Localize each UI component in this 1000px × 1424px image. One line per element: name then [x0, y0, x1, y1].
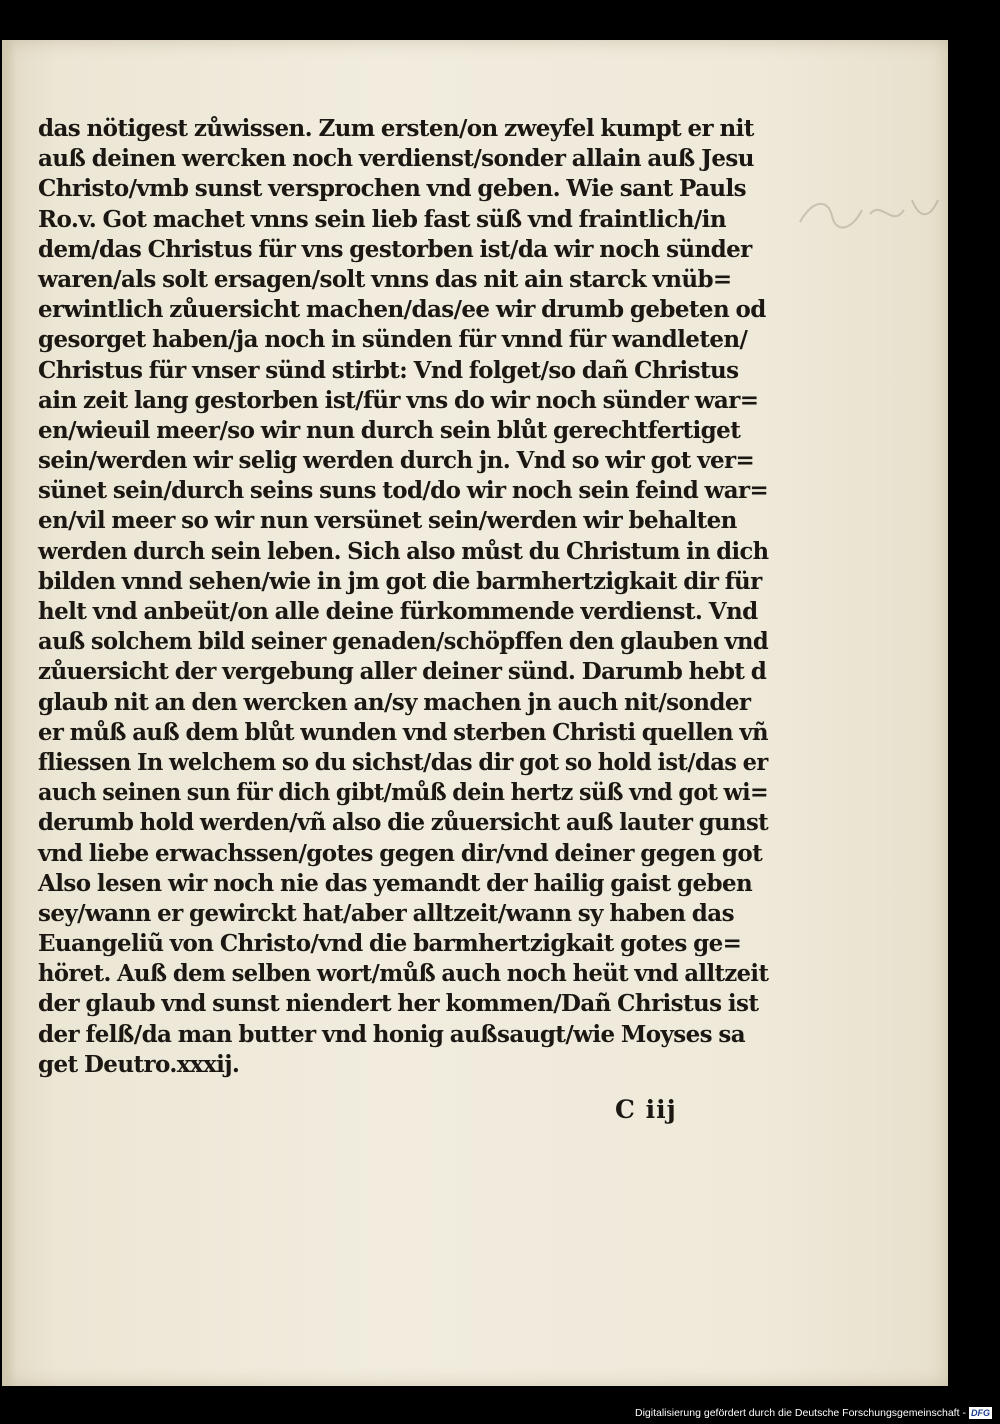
text-line: höret. Auß dem selben wort/můß auch noch heüt vnd alltzeit — [38, 960, 769, 988]
text-line: gesorget haben/ja noch in sünden für vnnd für wandleten/ — [38, 326, 748, 354]
text-line: fliessen In welchem so du sichst/das dir got so hold ist/das er — [38, 748, 768, 776]
text-line: auß deinen wercken noch verdienst/sonder allain auß Jesu — [38, 145, 754, 173]
text-block — [38, 114, 768, 1080]
text-line: Also lesen wir noch nie das yemandt der hailig gaist geben — [38, 869, 753, 897]
text-line: vnd liebe erwachssen/gotes gegen dir/vnd deiner gegen got — [38, 839, 763, 867]
signature-mark: C iij — [615, 1095, 677, 1124]
text-line: Christus für vnser sünd stirbt: Vnd folget/so dañ Christus — [38, 356, 739, 384]
footer-separator: - — [962, 1407, 966, 1419]
text-line: ain zeit lang gestorben ist/für vns do wir noch sünder war= — [38, 386, 759, 414]
text-line: das nötigest zůwissen. Zum ersten/on zweyfel kumpt er nit — [38, 115, 754, 142]
page-gutter-shadow — [2, 40, 16, 1386]
text-line: en/vil meer so wir nun versünet sein/werden wir behalten — [38, 507, 737, 535]
text-line: er můß auß dem blůt wunden vnd sterben Christi quellen vñ — [38, 718, 769, 746]
text-line: sey/wann er gewirckt hat/aber alltzeit/wann sy haben das — [38, 899, 734, 927]
text-line: sünet sein/durch seins suns tod/do wir noch sein feind war= — [38, 477, 769, 505]
text-line: derumb hold werden/vñ also die zůuersicht auß lauter gunst — [38, 809, 769, 837]
text-line: erwintlich zůuersicht machen/das/ee wir drumb gebeten od — [38, 296, 766, 324]
text-line: en/wieuil meer/so wir nun durch sein blůt gerechtfertiget — [38, 416, 741, 444]
text-line: zůuersicht der vergebung aller deiner sünd. Darumb hebt d — [38, 658, 767, 686]
text-line: auch seinen sun für dich gibt/můß dein hertz süß vnd got wi= — [38, 779, 769, 807]
text-line: auß solchem bild seiner genaden/schöpffen den glauben vnd — [38, 628, 769, 656]
dfg-logo-icon: DFG — [971, 1408, 990, 1418]
text-line: glaub nit an den wercken an/sy machen jn auch nit/sonder — [38, 688, 751, 716]
text-line: Christo/vmb sunst versprochen vnd geben. Wie sant Pauls — [38, 175, 746, 203]
text-line: werden durch sein leben. Sich also můst du Christum in dich — [38, 537, 769, 565]
digitization-footer — [635, 1405, 992, 1421]
funding-notice: Digitalisierung gefördert durch die Deutsche Forschungsgemeinschaft — [634, 1407, 960, 1419]
show-through-ink-mark — [792, 170, 942, 250]
text-line: waren/als solt ersagen/solt vnns das nit ain starck vnüb= — [38, 265, 732, 293]
text-line: Euangeliũ von Christo/vnd die barmhertzigkait gotes ge= — [38, 930, 742, 958]
text-line: bilden vnnd sehen/wie in jm got die barmhertzigkait dir für — [38, 567, 762, 595]
text-line: helt vnd anbeüt/on alle deine fürkommende verdienst. Vnd — [38, 598, 758, 625]
text-line: dem/das Christus für vns gestorben ist/da wir noch sünder — [38, 235, 752, 263]
text-line: Ro.v. Got machet vnns sein lieb fast süß vnd fraintlich/in — [38, 205, 726, 233]
text-line: get Deutro.xxxij. — [38, 1050, 240, 1078]
text-line: sein/werden wir selig werden durch jn. Vnd so wir got ver= — [38, 447, 755, 475]
text-line: der felß/da man butter vnd honig außsaugt/wie Moyses sa — [38, 1020, 746, 1048]
text-line: der glaub vnd sunst niendert her kommen/Dañ Christus ist — [38, 990, 759, 1018]
book-page — [2, 40, 948, 1386]
